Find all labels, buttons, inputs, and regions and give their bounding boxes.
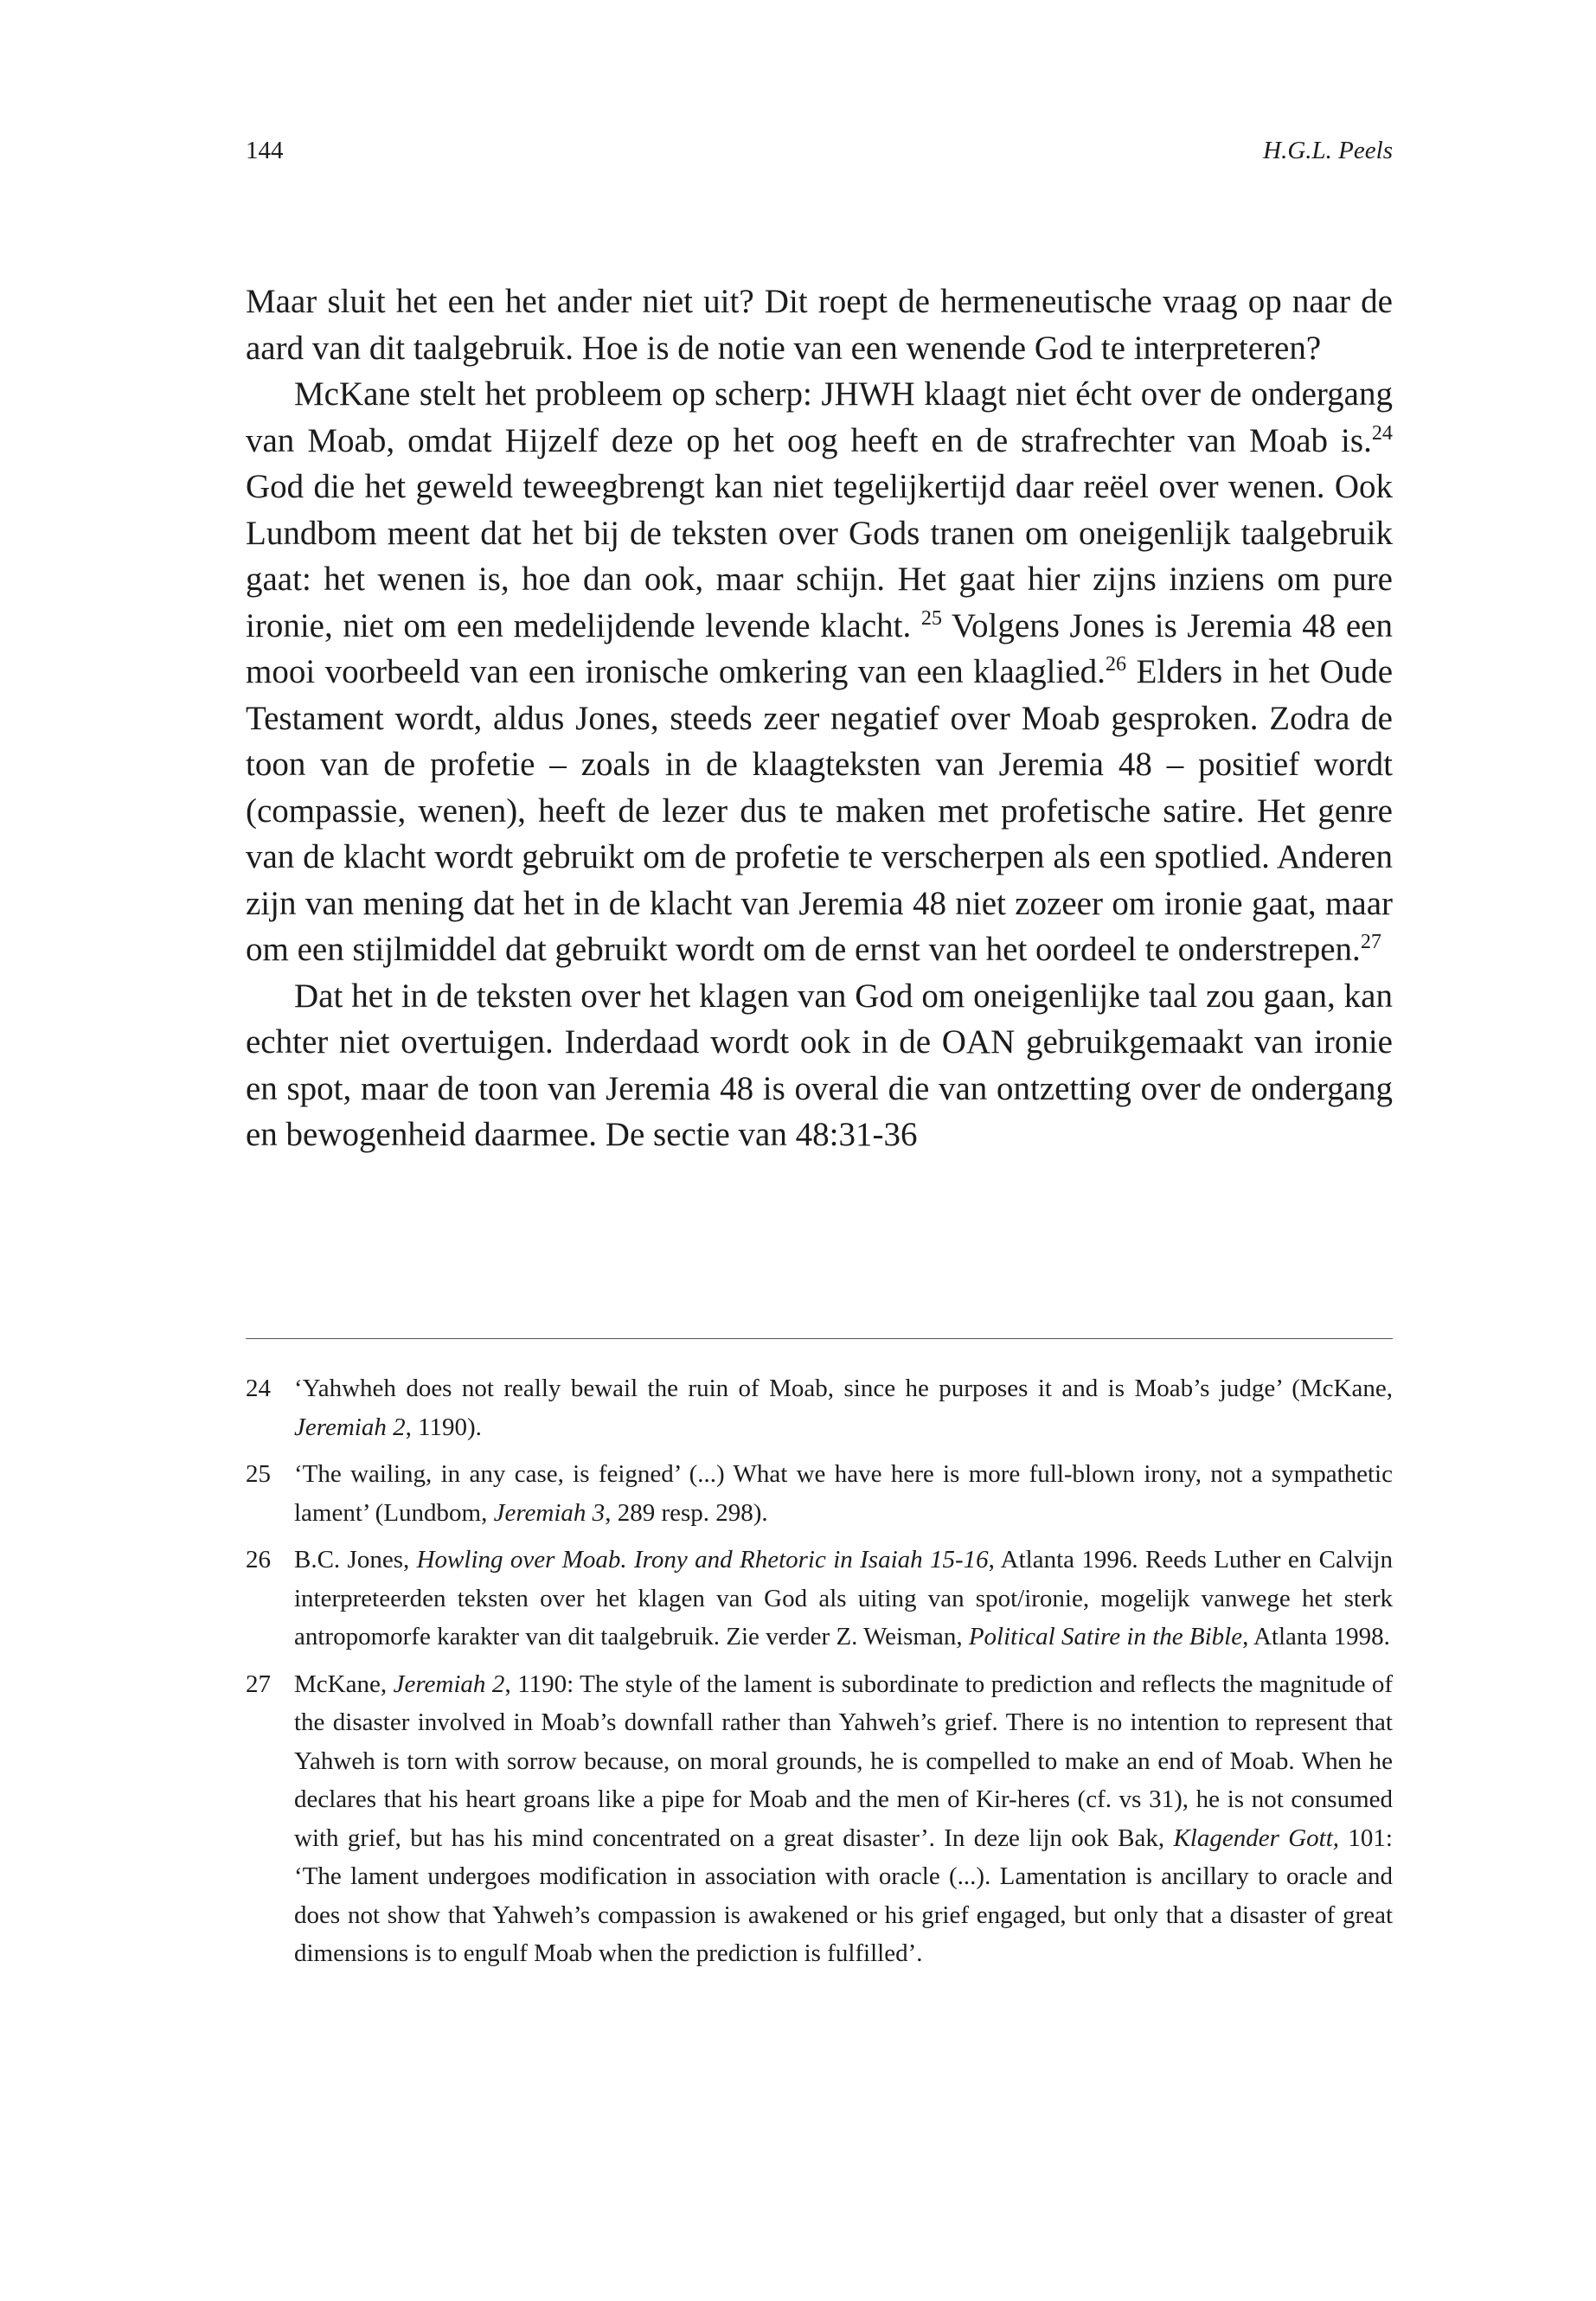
footnote-26 (246, 1541, 1393, 1657)
paragraph-1: Maar sluit het een het ander niet uit? Dit roept de hermeneutische vraag op naar de aard van dit taalgebruik. Hoe is de notie van een wenende God te interpreteren? (246, 283, 1393, 367)
footnote-text-part: 101: ‘The lament undergoes modification in association with oracle (...). Lamentation is ancillary to oracle and does not show that Yahweh’s compassion is awakened or his grief engaged, but only that a disaster of great dimensions is to engulf Moab when the prediction is fulfilled’. (294, 1823, 1393, 1967)
footnote-text (294, 1541, 1393, 1657)
footnote-number: 26 (246, 1546, 271, 1574)
paragraph-2 (246, 371, 1393, 973)
footnote-25 (246, 1455, 1393, 1532)
footnote-ref-25[interactable]: 25 (920, 606, 942, 630)
footnote-text-part: , 1190). (405, 1413, 482, 1441)
footnote-citation-title: Jeremiah 2 (294, 1413, 406, 1441)
footnote-text-part: , 1190: The style of the lament is subordinate to prediction and reflects the magnitude of the disaster involved in Moab’s downfall rather than Yahweh’s grief. There is no intention to represent that Yahweh is torn with sorrow because, on moral grounds, he is compelled to make an end of Moab. When he declares that his heart groans like a pipe for Moab and the men of Kir-heres (cf. vs 31), he is not consumed with grief, but has his mind concentrated on a great disaster’. In deze lijn ook Bak, (294, 1670, 1394, 1852)
footnote-27 (246, 1665, 1393, 1973)
main-text (246, 279, 1393, 1158)
page-number: 144 (246, 137, 284, 164)
footnote-text (294, 1369, 1393, 1446)
footnote-text-part: B.C. Jones, (294, 1546, 417, 1574)
running-header (246, 137, 1393, 175)
paragraph-2-text-d: Elders in het Oude Testament wordt, aldus Jones, steeds zeer negatief over Moab gesproken. Zodra de toon van de profetie – zoals in de klaagteksten van Jeremia 48 – positief wordt (compassie, wenen), heeft de lezer dus te maken met profetische satire. Het genre van de klacht wordt gebruikt om de profetie te verscherpen als een spotlied. Anderen zijn van mening dat het in de klacht van Jeremia 48 niet zozeer om ironie gaat, maar om een stijlmiddel dat gebruikt wordt om de ernst van het oordeel te onderstrepen. (246, 653, 1393, 968)
footnote-text (294, 1665, 1393, 1973)
footnote-24 (246, 1369, 1393, 1446)
footnote-citation-title: Klagender Gott, (1173, 1823, 1340, 1852)
footnote-text-part: ‘Yahwheh does not really bewail the ruin of Moab, since he purposes it and is Moab’s judge’ (McKane, (294, 1375, 1393, 1402)
footnote-text (294, 1455, 1393, 1532)
footnote-text-part: , 289 resp. 298). (605, 1498, 768, 1527)
footnote-ref-27[interactable]: 27 (1360, 930, 1381, 953)
footnote-citation-title: Political Satire in the Bible (968, 1623, 1243, 1650)
footnote-citation-title: Jeremiah 3 (493, 1498, 606, 1527)
footnote-number: 27 (246, 1670, 271, 1698)
footnote-number: 25 (246, 1460, 271, 1488)
footnote-text-part: McKane, (294, 1670, 394, 1698)
footnote-ref-26[interactable]: 26 (1105, 652, 1127, 676)
footnote-text-part: , Atlanta 1996. Reeds Luther en Calvijn interpreteerden teksten over het klagen van God als uiting van spot/ironie, mogelijk vanwege het sterk antropomorfe karakter van dit taalgebruik. Zie verder Z. Weisman, (294, 1546, 1393, 1650)
paragraph-2-text-a: McKane stelt het probleem op scherp: JHWH klaagt niet écht over de ondergang van Moab, omdat Hijzelf deze op het oog heeft en de strafrechter van Moab is. (246, 375, 1393, 459)
footnote-citation-title: Howling over Moab. Irony and Rhetoric in Isaiah 15-16 (416, 1546, 989, 1574)
footnote-text-part: , Atlanta 1998. (1242, 1623, 1390, 1650)
footnote-citation-title: Jeremiah 2 (393, 1670, 505, 1698)
footnote-separator (246, 1338, 1393, 1339)
footnotes (246, 1369, 1393, 1982)
paragraph-2-text-c: Volgens Jones is Jeremia 48 een mooi voorbeeld van een ironische omkering van een klaaglied. (246, 606, 1393, 690)
paragraph-3: Dat het in de teksten over het klagen van God om oneigenlijke taal zou gaan, kan echter niet overtuigen. Inderdaad wordt ook in de OAN gebruikgemaakt van ironie en spot, maar de toon van Jeremia 48 is overal die van ontzetting over de ondergang en bewogenheid daarmee. De sectie van 48:31-36 (246, 977, 1393, 1153)
paragraph-2-text-b: God die het geweld teweegbrengt kan niet tegelijkertijd daar reëel over wenen. Ook Lundbom meent dat het bij de teksten over Gods tranen om oneigenlijk taalgebruik gaat: het wenen is, hoe dan ook, maar schijn. Het gaat hier zijns inziens om pure ironie, niet om een medelijdende levende klacht. (246, 468, 1393, 644)
footnote-text-part: ‘The wailing, in any case, is feigned’ (...) What we have here is more full-blown irony, not a sympathetic lament’ (Lundbom, (294, 1460, 1393, 1527)
running-head-author: H.G.L. Peels (1263, 137, 1393, 164)
footnote-ref-24[interactable]: 24 (1371, 420, 1393, 445)
footnote-number: 24 (246, 1375, 271, 1402)
